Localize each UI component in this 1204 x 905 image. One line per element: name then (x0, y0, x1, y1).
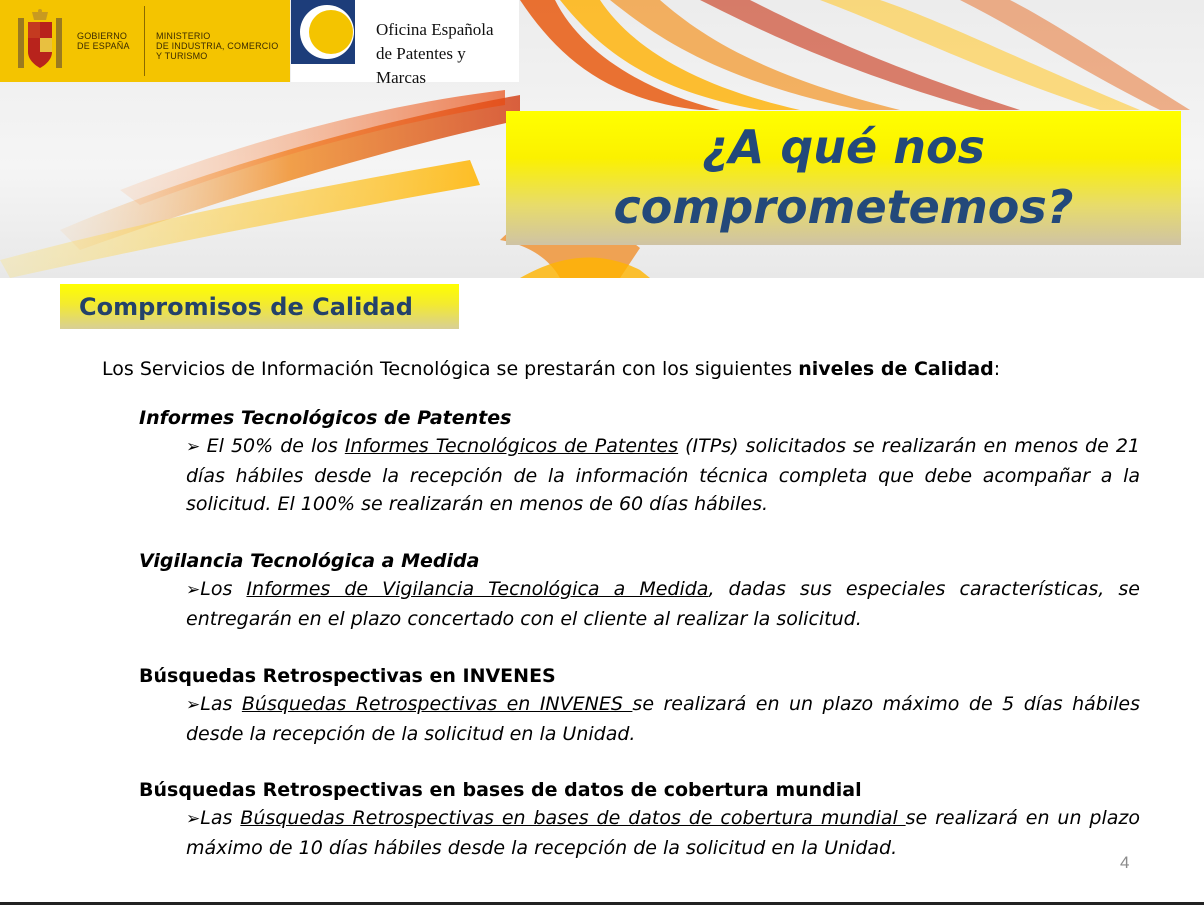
oepm-name (376, 18, 519, 90)
para-link[interactable]: Informes de Vigilancia Tecnológica a Medida (246, 578, 709, 600)
para-text: , dadas sus especiales características, se entregarán en el plazo concertado con el cliente al realizar la solicitud. (186, 578, 1140, 630)
divider (144, 6, 145, 76)
gov-text (77, 31, 130, 51)
intro-before: Los Servicios de Información Tecnológica se prestarán con los siguientes (102, 358, 799, 380)
para-link[interactable]: Informes Tecnológicos de Patentes (344, 435, 679, 457)
intro-bold: niveles de Calidad (798, 358, 994, 380)
section-heading: Búsquedas Retrospectivas en INVENES (139, 665, 556, 687)
header-banner (0, 0, 1204, 278)
arrow-bullet-icon: ➢ (186, 695, 201, 715)
intro-text (102, 355, 1000, 383)
subtitle-box (60, 284, 459, 329)
oepm-line-1: Oficina Española (376, 20, 494, 39)
section-paragraph (186, 690, 1140, 748)
arrow-bullet-icon: ➢ (186, 580, 201, 600)
title-box (506, 111, 1181, 245)
ministry-line-3: Y TURISMO (156, 51, 208, 61)
section-heading: Búsquedas Retrospectivas en bases de datos de cobertura mundial (139, 779, 862, 801)
title-line-1: ¿A qué nos (702, 120, 985, 174)
para-text: se realizará en un plazo máximo de 5 días hábiles desde la recepción de la solicitud en la Unidad. (186, 693, 1141, 745)
para-text: Las (200, 693, 242, 715)
section-heading: Informes Tecnológicos de Patentes (139, 407, 512, 429)
government-logo-block (0, 0, 290, 82)
ministry-line-2: DE INDUSTRIA, COMERCIO (156, 41, 279, 51)
section-paragraph (186, 804, 1140, 862)
para-text: (ITPs) solicitados se realizarán en menos de 21 días hábiles desde la recepción de la información técnica completa que debe acompañar a la solicitud. El 100% se realizarán en menos de 60 días hábiles. (186, 435, 1140, 515)
oepm-logo-block (291, 0, 519, 87)
section-paragraph (186, 432, 1140, 519)
gov-line-2: DE ESPAÑA (77, 41, 130, 51)
arrow-bullet-icon: ➢ (186, 809, 201, 829)
ministry-line-1: MINISTERIO (156, 31, 211, 41)
oepm-logo-icon (291, 0, 355, 64)
para-text: Las (200, 807, 241, 829)
intro-after: : (993, 358, 1001, 380)
gov-line-1: GOBIERNO (77, 31, 128, 41)
subtitle: Compromisos de Calidad (79, 293, 413, 321)
arrow-bullet-icon: ➢ (186, 437, 207, 457)
para-text: El 50% de los (206, 435, 345, 457)
para-text: Los (200, 578, 247, 600)
page-number: 4 (1120, 853, 1130, 872)
coat-of-arms-icon (10, 8, 70, 78)
para-text: se realizará en un plazo máximo de 10 días hábiles desde la recepción de la solicitud en la Unidad. (186, 807, 1140, 859)
page-title (506, 111, 1181, 237)
para-link[interactable]: Búsquedas Retrospectivas en INVENES (241, 693, 633, 715)
section-heading: Vigilancia Tecnológica a Medida (139, 550, 480, 572)
oepm-line-2: de Patentes y Marcas (376, 44, 466, 87)
section-paragraph (186, 575, 1140, 633)
title-line-2: comprometemos? (613, 180, 1074, 234)
ministry-text (156, 31, 278, 61)
para-link[interactable]: Búsquedas Retrospectivas en bases de datos de cobertura mundial (240, 807, 906, 829)
